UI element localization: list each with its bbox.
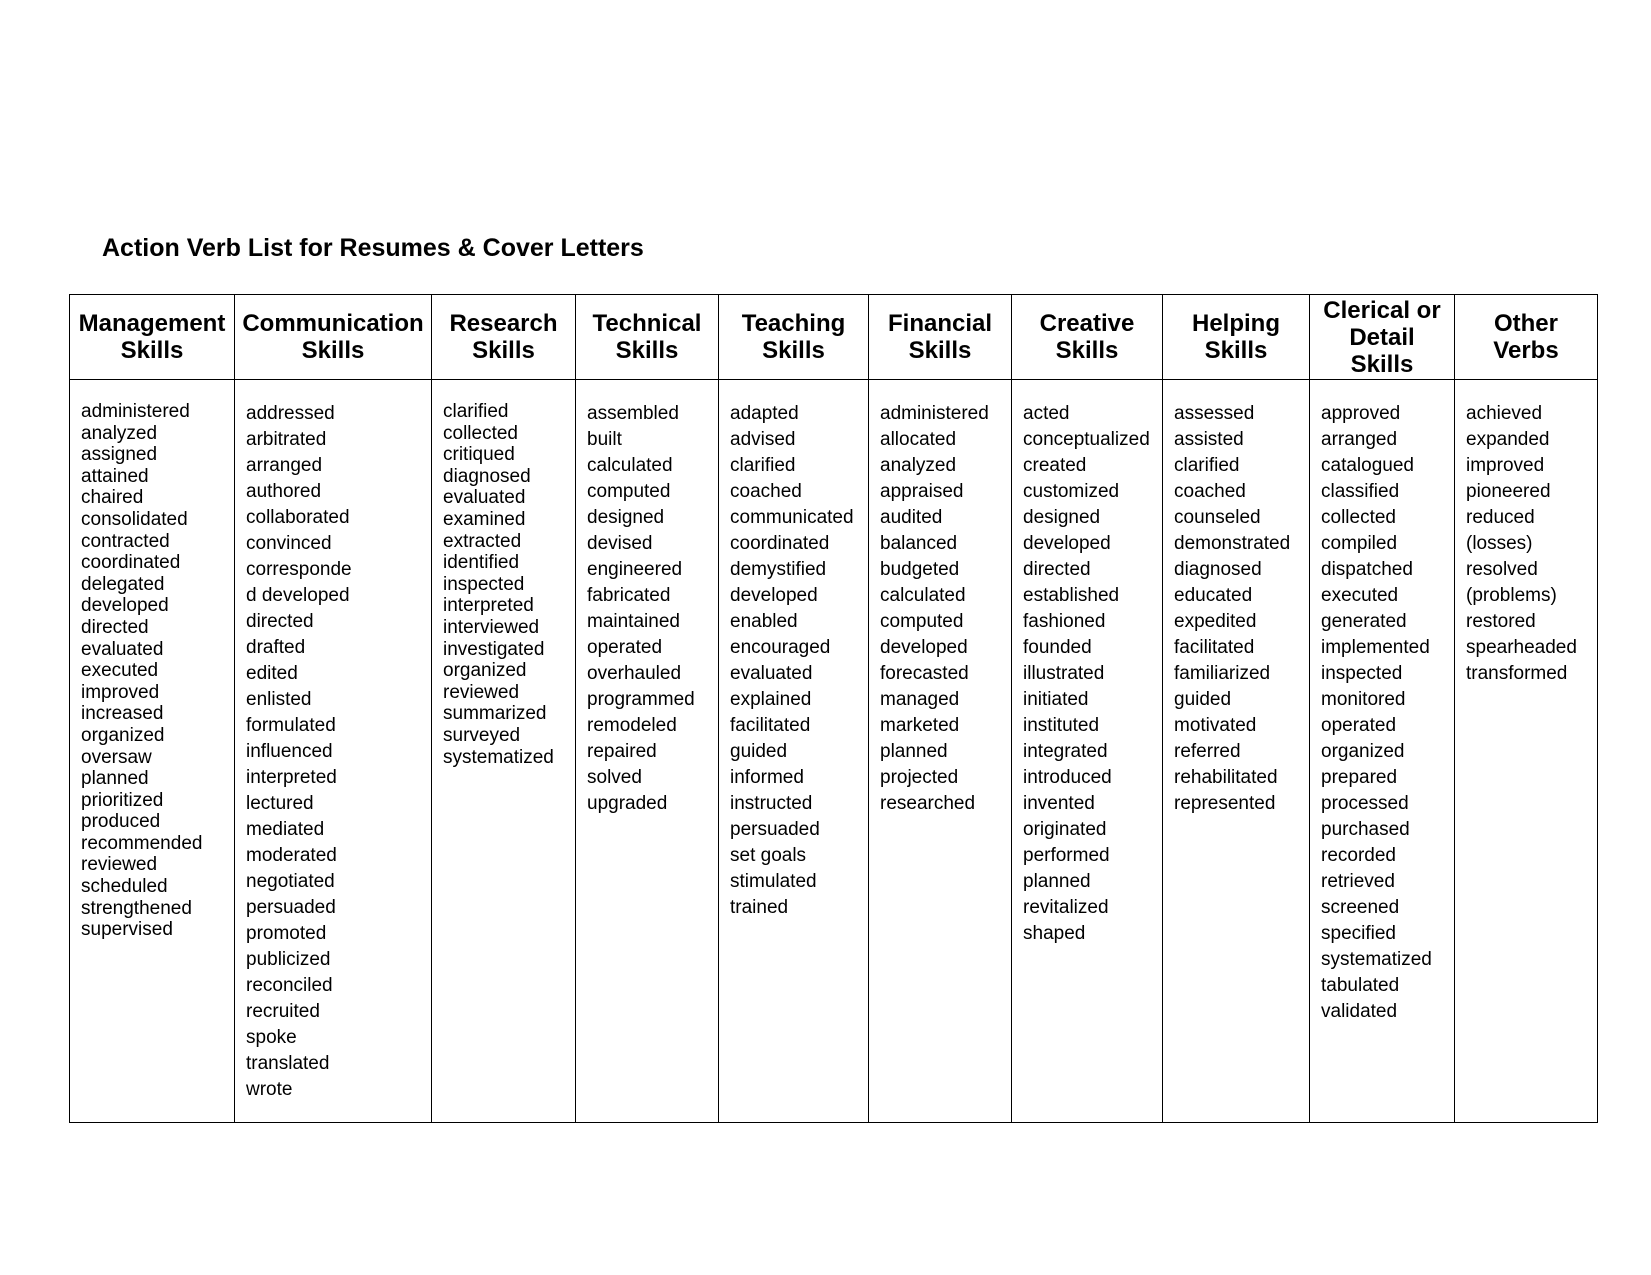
- verb-item: prioritized: [81, 789, 164, 811]
- verb-item: diagnosed: [1174, 559, 1262, 580]
- verb-item: identified: [443, 552, 520, 574]
- verb-item: facilitated: [730, 715, 811, 736]
- verb-item: budgeted: [880, 559, 960, 580]
- verbs-cell-creative: [1012, 380, 1163, 1123]
- verb-item: recruited: [246, 1001, 320, 1022]
- verb-item: edited: [246, 663, 298, 684]
- verb-item: solved: [587, 767, 642, 788]
- verb-item: increased: [81, 703, 164, 725]
- verb-item: guided: [730, 741, 788, 762]
- verb-item: built: [587, 429, 622, 450]
- verbs-cell-teaching: [719, 380, 869, 1123]
- verb-item: interpreted: [443, 595, 534, 617]
- verb-item: moderated: [246, 845, 337, 866]
- verb-item: communicated: [730, 507, 854, 528]
- verb-item: remodeled: [587, 715, 677, 736]
- verb-item: initiated: [1023, 689, 1089, 710]
- verb-item: formulated: [246, 715, 336, 736]
- verb-item: calculated: [880, 585, 966, 606]
- verb-item: clarified: [730, 455, 796, 476]
- verb-item: educated: [1174, 585, 1253, 606]
- header-line: Management: [78, 310, 226, 337]
- verb-item: critiqued: [443, 444, 515, 466]
- verb-item: developed: [880, 637, 968, 658]
- verbs-row: [70, 380, 1598, 1123]
- verb-item: stimulated: [730, 871, 817, 892]
- verb-item: invented: [1023, 793, 1095, 814]
- verb-item: marketed: [880, 715, 960, 736]
- verb-item: administered: [81, 401, 190, 422]
- verb-item: delegated: [81, 573, 165, 595]
- verb-item: addressed: [246, 403, 335, 424]
- verb-item: instituted: [1023, 715, 1100, 736]
- verb-item: processed: [1321, 793, 1409, 814]
- verb-item: coached: [1174, 481, 1246, 502]
- verb-list: [869, 380, 1011, 817]
- verb-item: interviewed: [443, 616, 540, 638]
- verb-item: assisted: [1174, 429, 1244, 450]
- verb-item: created: [1023, 455, 1087, 476]
- verb-item: executed: [1321, 585, 1399, 606]
- column-header-creative: [1012, 295, 1163, 380]
- verb-item: systematized: [443, 746, 554, 768]
- verb-item: projected: [880, 767, 959, 788]
- verb-item: spoke: [246, 1027, 297, 1048]
- verb-item: recorded: [1321, 845, 1396, 866]
- verb-item: organized: [1321, 741, 1405, 762]
- verb-item: transformed: [1466, 663, 1568, 684]
- verb-item: evaluated: [443, 487, 526, 509]
- verb-item: referred: [1174, 741, 1241, 762]
- verb-item: extracted: [443, 530, 522, 552]
- verbs-cell-other: [1455, 380, 1598, 1123]
- verb-item: revitalized: [1023, 897, 1109, 918]
- header-line: Detail: [1349, 323, 1415, 351]
- verb-item: persuaded: [246, 897, 336, 918]
- header-line: Skills: [472, 337, 535, 364]
- verb-item: counseled: [1174, 507, 1261, 528]
- verb-item: overhauled: [587, 663, 682, 684]
- verb-item: collaborated: [246, 507, 350, 528]
- verb-item: chaired: [81, 487, 144, 509]
- verb-item: directed: [1023, 559, 1091, 580]
- verb-item: inspected: [1321, 663, 1403, 684]
- verb-item: interpreted: [246, 767, 337, 788]
- verb-item: compiled: [1321, 533, 1398, 554]
- verb-item: expanded: [1466, 429, 1550, 450]
- verb-item: computed: [880, 611, 964, 632]
- verb-item: influenced: [246, 741, 333, 762]
- verb-item: reviewed: [443, 681, 520, 703]
- verb-item: diagnosed: [443, 465, 531, 487]
- verb-item: acted: [1023, 403, 1070, 424]
- verb-item: purchased: [1321, 819, 1410, 840]
- header-line: Skills: [615, 337, 679, 364]
- verb-item: strengthened: [81, 897, 192, 919]
- verb-item: consolidated: [81, 508, 188, 530]
- header-line: Skills: [1055, 337, 1119, 364]
- verb-item: arranged: [246, 455, 323, 476]
- verb-item: contracted: [81, 530, 170, 552]
- verb-item: reconciled: [246, 975, 333, 996]
- verb-item: restored: [1466, 611, 1536, 632]
- verb-item: reviewed: [81, 854, 158, 876]
- header-line: Research: [449, 310, 558, 337]
- header-line: Helping: [1192, 310, 1280, 337]
- verb-item: negotiated: [246, 871, 335, 892]
- verb-list: [1163, 380, 1309, 817]
- verb-item: coached: [730, 481, 802, 502]
- verb-item: pioneered: [1466, 481, 1551, 502]
- verb-item: adapted: [730, 403, 799, 424]
- verb-item: fashioned: [1023, 611, 1106, 632]
- header-line: Skills: [908, 337, 972, 364]
- verb-item: (problems): [1466, 585, 1557, 606]
- verb-list: [719, 380, 868, 921]
- verb-item: motivated: [1174, 715, 1257, 736]
- verbs-cell-research: [432, 380, 576, 1123]
- verb-item: customized: [1023, 481, 1120, 502]
- verb-item: integrated: [1023, 741, 1108, 762]
- verb-item: maintained: [587, 611, 680, 632]
- verb-item: designed: [1023, 507, 1101, 528]
- verb-item: promoted: [246, 923, 327, 944]
- verb-item: tabulated: [1321, 975, 1400, 996]
- column-header-communication: [235, 295, 432, 380]
- verbs-cell-helping: [1163, 380, 1310, 1123]
- verb-item: engineered: [587, 559, 683, 580]
- column-header-teaching: [719, 295, 869, 380]
- verbs-cell-technical: [576, 380, 719, 1123]
- verb-item: encouraged: [730, 637, 831, 658]
- header-line: Other: [1493, 310, 1558, 337]
- verb-item: lectured: [246, 793, 314, 814]
- verb-item: classified: [1321, 481, 1400, 502]
- header-line: Verbs: [1493, 337, 1559, 364]
- verb-item: developed: [81, 595, 169, 617]
- verb-item: devised: [587, 533, 653, 554]
- verb-item: achieved: [1466, 403, 1543, 424]
- verb-item: developed: [1023, 533, 1111, 554]
- verb-item: dispatched: [1321, 559, 1413, 580]
- verb-item: fabricated: [587, 585, 671, 606]
- verb-item: implemented: [1321, 637, 1430, 658]
- verb-item: informed: [730, 767, 804, 788]
- verb-item: reduced: [1466, 507, 1535, 528]
- verb-item: mediated: [246, 819, 325, 840]
- verb-item: planned: [1023, 871, 1091, 892]
- verb-item: designed: [587, 507, 665, 528]
- column-header-clerical: [1310, 295, 1455, 380]
- verb-item: specified: [1321, 923, 1396, 944]
- verb-item: founded: [1023, 637, 1092, 658]
- verb-item: resolved: [1466, 559, 1538, 580]
- verb-item: scheduled: [81, 876, 168, 898]
- verb-item: coordinated: [81, 552, 181, 574]
- verb-item: systematized: [1321, 949, 1432, 970]
- verb-item: introduced: [1023, 767, 1112, 788]
- verb-item: operated: [587, 637, 663, 658]
- verb-item: forecasted: [880, 663, 969, 684]
- header-line: Financial: [887, 310, 993, 337]
- header-line: Skills: [762, 337, 825, 364]
- verb-item: arranged: [1321, 429, 1398, 450]
- verb-item: calculated: [587, 455, 673, 476]
- verb-item: illustrated: [1023, 663, 1105, 684]
- verb-item: prepared: [1321, 767, 1398, 788]
- verb-item: shaped: [1023, 923, 1086, 944]
- verb-item: managed: [880, 689, 960, 710]
- verb-item: directed: [81, 616, 149, 638]
- verb-item: surveyed: [443, 724, 521, 746]
- verb-item: advised: [730, 429, 796, 450]
- verb-item: expedited: [1174, 611, 1257, 632]
- verb-item: planned: [81, 768, 149, 790]
- header-line: Technical: [592, 310, 702, 337]
- verb-item: programmed: [587, 689, 695, 710]
- verb-item: facilitated: [1174, 637, 1255, 658]
- verb-item: established: [1023, 585, 1120, 606]
- verb-item: allocated: [880, 429, 957, 450]
- header-line: Communication: [242, 310, 424, 337]
- verb-item: evaluated: [730, 663, 813, 684]
- verb-item: enabled: [730, 611, 798, 632]
- verb-item: improved: [1466, 455, 1545, 476]
- verb-item: monitored: [1321, 689, 1406, 710]
- verbs-cell-communication: [235, 380, 432, 1123]
- verb-item: trained: [730, 897, 789, 918]
- verb-item: organized: [81, 724, 165, 746]
- verb-item: collected: [1321, 507, 1396, 528]
- verb-item: assessed: [1174, 403, 1255, 424]
- verb-item: planned: [880, 741, 948, 762]
- verb-item: summarized: [443, 703, 547, 725]
- verbs-cell-financial: [869, 380, 1012, 1123]
- verb-item: assembled: [587, 403, 679, 424]
- page-title: Action Verb List for Resumes & Cover Letters: [102, 234, 644, 262]
- verb-item: balanced: [880, 533, 958, 554]
- column-header-other: [1455, 295, 1598, 380]
- column-header-financial: [869, 295, 1012, 380]
- verb-item: clarified: [1174, 455, 1240, 476]
- column-header-research: [432, 295, 576, 380]
- verb-item: inspected: [443, 573, 525, 595]
- verb-item: guided: [1174, 689, 1232, 710]
- header-line: Skills: [120, 337, 184, 364]
- verb-item: organized: [443, 660, 527, 682]
- header-row: [70, 295, 1598, 380]
- verb-list: [1455, 380, 1597, 687]
- verb-item: d developed: [246, 585, 350, 606]
- verb-item: conceptualized: [1023, 429, 1150, 450]
- verb-item: administered: [880, 403, 989, 424]
- verb-item: generated: [1321, 611, 1407, 632]
- verb-item: explained: [730, 689, 812, 710]
- verb-item: set goals: [730, 845, 807, 866]
- verb-list: [235, 380, 431, 1103]
- verb-list: [576, 380, 718, 817]
- verb-item: validated: [1321, 1001, 1398, 1022]
- verb-item: (losses): [1466, 533, 1533, 554]
- verb-item: audited: [880, 507, 943, 528]
- verb-item: drafted: [246, 637, 306, 658]
- verb-item: supervised: [81, 919, 173, 941]
- verb-item: performed: [1023, 845, 1110, 866]
- verb-item: convinced: [246, 533, 332, 554]
- verb-item: computed: [587, 481, 671, 502]
- verb-item: translated: [246, 1053, 330, 1074]
- verb-item: developed: [730, 585, 818, 606]
- header-line: Skills: [301, 337, 365, 364]
- verb-item: wrote: [246, 1079, 293, 1100]
- verb-item: approved: [1321, 403, 1401, 424]
- verb-item: researched: [880, 793, 976, 814]
- header-line: Clerical or: [1323, 296, 1441, 324]
- verb-item: upgraded: [587, 793, 668, 814]
- verb-item: arbitrated: [246, 429, 327, 450]
- verb-item: instructed: [730, 793, 813, 814]
- header-line: Teaching: [741, 310, 846, 337]
- verb-item: directed: [246, 611, 314, 632]
- verb-item: demystified: [730, 559, 827, 580]
- verb-item: attained: [81, 465, 149, 487]
- verb-item: analyzed: [81, 422, 158, 444]
- verb-item: appraised: [880, 481, 964, 502]
- verb-item: examined: [443, 508, 526, 530]
- header-line: Skills: [1350, 350, 1414, 378]
- verb-item: collected: [443, 422, 518, 444]
- column-header-technical: [576, 295, 719, 380]
- verb-item: enlisted: [246, 689, 312, 710]
- verb-item: corresponde: [246, 559, 352, 580]
- verb-item: retrieved: [1321, 871, 1395, 892]
- verb-item: catalogued: [1321, 455, 1414, 476]
- verbs-cell-management: [70, 380, 235, 1123]
- verb-list: [1310, 380, 1454, 1025]
- verb-item: demonstrated: [1174, 533, 1291, 554]
- header-line: Creative: [1039, 310, 1135, 337]
- verb-item: recommended: [81, 832, 203, 854]
- verb-item: oversaw: [81, 746, 152, 768]
- verb-item: repaired: [587, 741, 657, 762]
- verb-list: [432, 380, 575, 768]
- verb-item: spearheaded: [1466, 637, 1577, 658]
- verb-item: represented: [1174, 793, 1276, 814]
- verb-item: clarified: [443, 401, 509, 422]
- verb-item: investigated: [443, 638, 545, 660]
- verb-item: executed: [81, 660, 159, 682]
- verb-list: [1012, 380, 1162, 947]
- header-line: Skills: [1204, 337, 1268, 364]
- verb-list: [70, 380, 234, 941]
- verb-item: rehabilitated: [1174, 767, 1278, 788]
- column-header-helping: [1163, 295, 1310, 380]
- verb-item: originated: [1023, 819, 1107, 840]
- verb-item: improved: [81, 681, 160, 703]
- verb-item: authored: [246, 481, 322, 502]
- verb-item: assigned: [81, 444, 158, 466]
- verb-item: analyzed: [880, 455, 957, 476]
- column-header-management: [70, 295, 235, 380]
- verb-item: screened: [1321, 897, 1400, 918]
- verb-item: persuaded: [730, 819, 820, 840]
- action-verb-table: [69, 294, 1598, 1123]
- verb-item: evaluated: [81, 638, 164, 660]
- verb-item: publicized: [246, 949, 331, 970]
- verbs-cell-clerical: [1310, 380, 1455, 1123]
- verb-item: operated: [1321, 715, 1397, 736]
- verb-item: familiarized: [1174, 663, 1271, 684]
- verb-item: produced: [81, 811, 161, 833]
- verb-item: coordinated: [730, 533, 830, 554]
